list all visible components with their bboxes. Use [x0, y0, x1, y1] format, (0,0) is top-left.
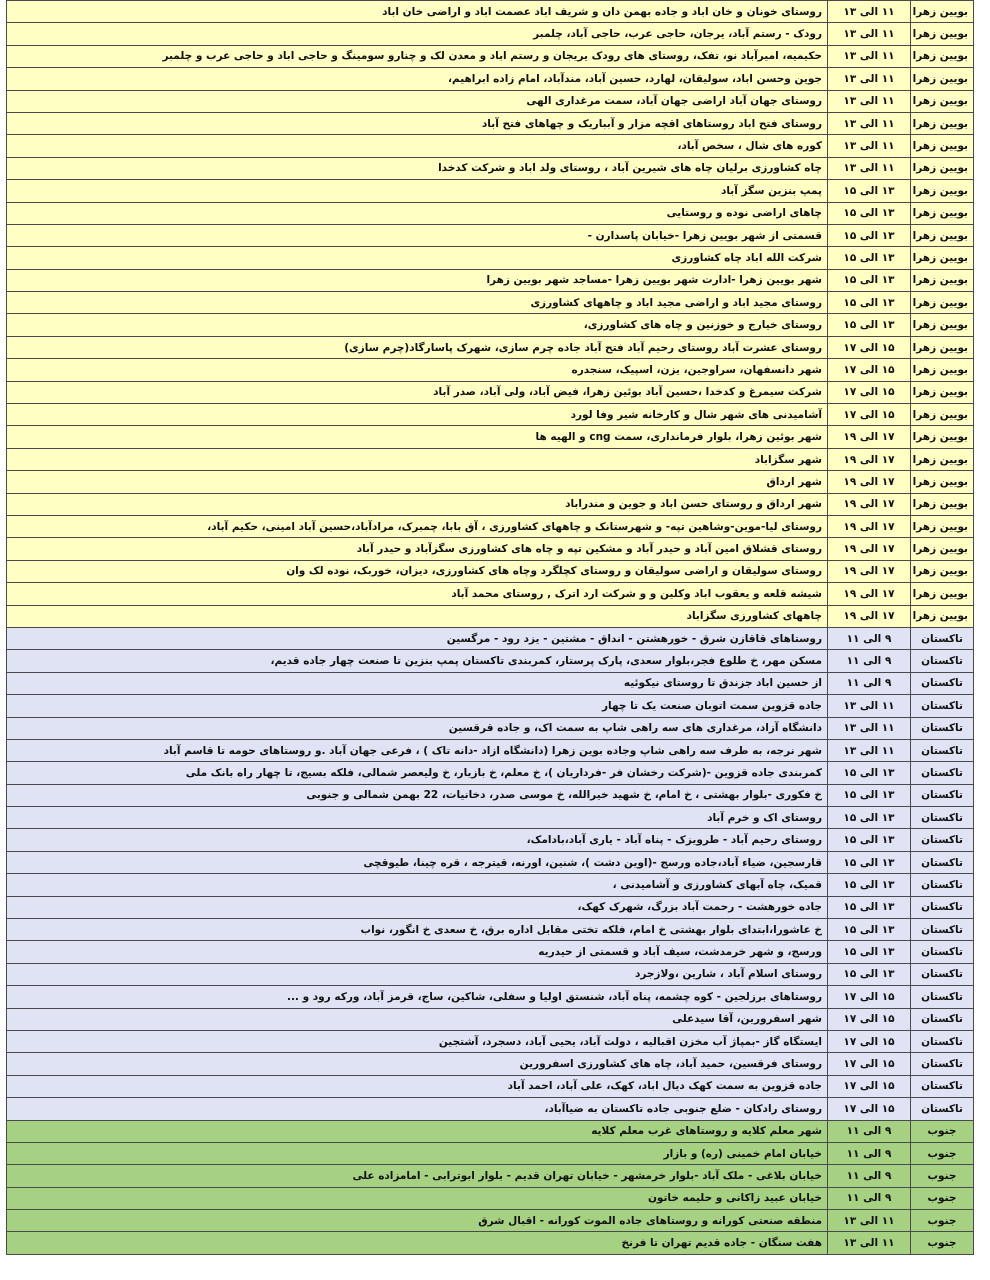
time-range-cell: ۱۱ الی ۱۳ [828, 135, 911, 157]
region-cell: تاکستان [911, 1075, 974, 1097]
region-cell: تاکستان [911, 1030, 974, 1052]
time-range-cell: ۹ الی ۱۱ [828, 1165, 911, 1187]
table-row [7, 404, 974, 426]
table-row [7, 605, 974, 627]
area-cell: ایستگاه گاز -بمپاژ آب مخزن اقبالیه ، دولت آباد، یحیی آباد، دسجرد، آشتجین [7, 1030, 828, 1052]
time-range-cell: ۱۱ الی ۱۳ [828, 717, 911, 739]
region-cell: جنوب [911, 1142, 974, 1164]
table-row [7, 112, 974, 134]
table-row [7, 426, 974, 448]
area-cell: روستای رادکان - ضلع جنوبی جاده تاکستان به ضیاآباد، [7, 1098, 828, 1120]
area-cell: کوره های شال ، سخص آباد، [7, 135, 828, 157]
table-row [7, 68, 974, 90]
area-cell: خ عاشورا،ابتدای بلوار بهشتی خ امام، فلکه تختی مقابل اداره برق، خ سعدی خ انگور، نواب [7, 919, 828, 941]
time-range-cell: ۱۵ الی ۱۷ [828, 1053, 911, 1075]
area-cell: قمیک، چاه آبهای کشاورزی و آشامیدنی ، [7, 874, 828, 896]
region-cell: جنوب [911, 1210, 974, 1232]
area-cell: کمربندی جاده قزوین -(شرکت رخشان فر -فرداریان )، خ معلم، خ بازیار، خ ولیعصر شمالی، فلکه بسیج، تا چهار راه بانک ملی [7, 762, 828, 784]
time-range-cell: ۱۳ الی ۱۵ [828, 202, 911, 224]
area-cell: جوین وحسن اباد، سولیقان، لهارد، حسین آباد، مندآباد، امام زاده ابراهیم، [7, 68, 828, 90]
area-cell: دانشگاه آزاد، مرغداری های سه راهی شاپ به سمت اک، و جاده قرقسین [7, 717, 828, 739]
time-range-cell: ۱۱ الی ۱۳ [828, 1210, 911, 1232]
table-row [7, 672, 974, 694]
region-cell: بویین زهرا [911, 157, 974, 179]
table-row [7, 202, 974, 224]
time-range-cell: ۱۵ الی ۱۷ [828, 1008, 911, 1030]
region-cell: بویین زهرا [911, 292, 974, 314]
area-cell: روستای عشرت آباد روستای رحیم آباد فتح آباد جاده چرم سازی، شهرک پاسارگاد(چرم سازی) [7, 336, 828, 358]
time-range-cell: ۱۳ الی ۱۵ [828, 762, 911, 784]
time-range-cell: ۹ الی ۱۱ [828, 1142, 911, 1164]
area-cell: شهر ارداق و روستای حسن اباد و جوین و مندراباد [7, 493, 828, 515]
table-row [7, 1053, 974, 1075]
area-cell: رودک - رستم آباد، یرجان، حاجی عرب، حاجی آباد، چلمبر [7, 23, 828, 45]
time-range-cell: ۱۷ الی ۱۹ [828, 426, 911, 448]
table-row [7, 650, 974, 672]
table-row [7, 1, 974, 23]
region-cell: تاکستان [911, 627, 974, 649]
area-cell: آشامیدنی های شهر شال و کارخانه شیر وفا لورد [7, 404, 828, 426]
time-range-cell: ۱۵ الی ۱۷ [828, 1075, 911, 1097]
region-cell: بویین زهرا [911, 23, 974, 45]
time-range-cell: ۱۳ الی ۱۵ [828, 224, 911, 246]
table-row [7, 381, 974, 403]
time-range-cell: ۱۱ الی ۱۳ [828, 1, 911, 23]
table-row [7, 1187, 974, 1209]
table-row [7, 829, 974, 851]
table-row [7, 986, 974, 1008]
region-cell: تاکستان [911, 717, 974, 739]
region-cell: بویین زهرا [911, 583, 974, 605]
time-range-cell: ۱۱ الی ۱۳ [828, 695, 911, 717]
time-range-cell: ۱۷ الی ۱۹ [828, 560, 911, 582]
time-range-cell: ۱۵ الی ۱۷ [828, 336, 911, 358]
time-range-cell: ۱۳ الی ۱۵ [828, 784, 911, 806]
table-row [7, 448, 974, 470]
area-cell: جاده قزوین به سمت کهک دیال اباد، کهک، علی آباد، احمد آباد [7, 1075, 828, 1097]
table-row [7, 1098, 974, 1120]
table-row [7, 1142, 974, 1164]
region-cell: تاکستان [911, 896, 974, 918]
area-cell: روستای اک و خرم آباد [7, 807, 828, 829]
area-cell: چاه کشاورزی برلیان چاه های شیرین آباد ، روستای ولد اباد و شرکت کدخدا [7, 157, 828, 179]
table-row [7, 247, 974, 269]
time-range-cell: ۱۷ الی ۱۹ [828, 583, 911, 605]
region-cell: بویین زهرا [911, 381, 974, 403]
region-cell: جنوب [911, 1165, 974, 1187]
area-cell: خیابان بلاغی - ملک آباد -بلوار خرمشهر - خیابان تهران قدیم - بلوار ابوترابی - امامزاده علی [7, 1165, 828, 1187]
table-row [7, 1232, 974, 1254]
table-row [7, 292, 974, 314]
region-cell: بویین زهرا [911, 560, 974, 582]
region-cell: بویین زهرا [911, 247, 974, 269]
area-cell: شهر بویین زهرا -ادارت شهر بویین زهرا -مساجد شهر بویین زهرا [7, 269, 828, 291]
table-row [7, 807, 974, 829]
time-range-cell: ۱۳ الی ۱۵ [828, 807, 911, 829]
time-range-cell: ۱۵ الی ۱۷ [828, 1098, 911, 1120]
area-cell: روستای اسلام آباد ، شارین ،ولازجرد [7, 963, 828, 985]
time-range-cell: ۱۷ الی ۱۹ [828, 605, 911, 627]
table-row [7, 896, 974, 918]
time-range-cell: ۱۳ الی ۱۵ [828, 963, 911, 985]
time-range-cell: ۱۷ الی ۱۹ [828, 538, 911, 560]
time-range-cell: ۹ الی ۱۱ [828, 650, 911, 672]
time-range-cell: ۱۳ الی ۱۵ [828, 874, 911, 896]
region-cell: بویین زهرا [911, 180, 974, 202]
time-range-cell: ۱۷ الی ۱۹ [828, 515, 911, 537]
area-cell: خ فکوری -بلوار بهشتی ، خ امام، خ شهید خیرالله، خ موسی صدر، دخانیات، 22 بهمن شمالی و جنوبی [7, 784, 828, 806]
table-row [7, 1210, 974, 1232]
region-cell: بویین زهرا [911, 112, 974, 134]
area-cell: شهر اسفرورین، آقا سیدعلی [7, 1008, 828, 1030]
time-range-cell: ۱۱ الی ۱۳ [828, 157, 911, 179]
region-cell: تاکستان [911, 695, 974, 717]
table-row [7, 560, 974, 582]
table-row [7, 784, 974, 806]
area-cell: روستای رحیم آباد - طرویزک - پناه آباد - یاری آباد،بادامک، [7, 829, 828, 851]
area-cell: روستای جهان آباد اراضی جهان آباد، سمت مرغداری الهی [7, 90, 828, 112]
table-row [7, 1165, 974, 1187]
table-row [7, 471, 974, 493]
table-row [7, 1008, 974, 1030]
region-cell: بویین زهرا [911, 269, 974, 291]
area-cell: شرکت الله اباد چاه کشاورزی [7, 247, 828, 269]
time-range-cell: ۱۳ الی ۱۵ [828, 314, 911, 336]
region-cell: بویین زهرا [911, 605, 974, 627]
region-cell: جنوب [911, 1232, 974, 1254]
time-range-cell: ۱۵ الی ۱۷ [828, 381, 911, 403]
area-cell: منطقه صنعتی کورانه و روستاهای جاده الموت کورانه - اقبال شرق [7, 1210, 828, 1232]
area-cell: روستای قشلاق امین آباد و حیدر آباد و مشکین تپه و چاه های کشاورزی سگزآباد و حیدر آباد [7, 538, 828, 560]
table-row [7, 180, 974, 202]
time-range-cell: ۱۱ الی ۱۳ [828, 90, 911, 112]
area-cell: هفت سنگان - جاده قدیم تهران تا فرنخ [7, 1232, 828, 1254]
table-row [7, 627, 974, 649]
area-cell: روستای سولیقان و اراضی سولیقان و روستای کچلگرد وچاه های کشاورزی، دیزان، خوربک، نوده لک وان [7, 560, 828, 582]
table-row [7, 135, 974, 157]
region-cell: بویین زهرا [911, 90, 974, 112]
region-cell: بویین زهرا [911, 448, 974, 470]
time-range-cell: ۱۳ الی ۱۵ [828, 292, 911, 314]
time-range-cell: ۱۵ الی ۱۷ [828, 359, 911, 381]
table-row [7, 493, 974, 515]
area-cell: پمپ بنزین سگز آباد [7, 180, 828, 202]
table-row [7, 157, 974, 179]
region-cell: تاکستان [911, 1008, 974, 1030]
region-cell: بویین زهرا [911, 1, 974, 23]
region-cell: تاکستان [911, 963, 974, 985]
time-range-cell: ۱۳ الی ۱۵ [828, 896, 911, 918]
table-row [7, 762, 974, 784]
time-range-cell: ۹ الی ۱۱ [828, 1120, 911, 1142]
area-cell: شرکت سیمرغ و کدخدا ،حسین آباد بوئین زهرا، فیض آباد، ولی آباد، صدر آباد [7, 381, 828, 403]
time-range-cell: ۱۱ الی ۱۳ [828, 112, 911, 134]
area-cell: شهر نرجه، به طرف سه راهی شاپ وجاده بوین زهرا (دانشگاه ازاد -دانه تاک ) ، فرعی جهان آباد .و روستاهای حومه تا قاسم آباد [7, 739, 828, 761]
table-row [7, 739, 974, 761]
area-cell: شیشه قلعه و یعقوب اباد وکلین و و شرکت ارد اترک , روستای محمد آباد [7, 583, 828, 605]
table-row [7, 23, 974, 45]
time-range-cell: ۱۷ الی ۱۹ [828, 493, 911, 515]
table-row [7, 1030, 974, 1052]
time-range-cell: ۱۳ الی ۱۵ [828, 919, 911, 941]
region-cell: تاکستان [911, 784, 974, 806]
region-cell: تاکستان [911, 650, 974, 672]
table-row [7, 515, 974, 537]
time-range-cell: ۱۱ الی ۱۳ [828, 45, 911, 67]
table-row [7, 1075, 974, 1097]
area-cell: مسکن مهر، خ طلوع فجر،بلوار سعدی، پارک پرستار، کمربندی تاکستان پمپ بنزین تا صنعت چهار جاده قدیم، [7, 650, 828, 672]
area-cell: شهر ارداق [7, 471, 828, 493]
table-row [7, 224, 974, 246]
area-cell: از حسین اباد جزندق تا روستای نیکوئیه [7, 672, 828, 694]
table-row [7, 538, 974, 560]
area-cell: حکیمیه، امیرآباد نو، تفک، روستای های رودک یریجان و رستم اباد و معدن لک و چنارو سومینگ و حاجی اباد و حاجی عرب و چلمبر [7, 45, 828, 67]
time-range-cell: ۱۵ الی ۱۷ [828, 404, 911, 426]
region-cell: بویین زهرا [911, 68, 974, 90]
time-range-cell: ۱۳ الی ۱۵ [828, 851, 911, 873]
area-cell: خیابان عبید زاکانی و حلیمه خاتون [7, 1187, 828, 1209]
time-range-cell: ۱۵ الی ۱۷ [828, 986, 911, 1008]
region-cell: تاکستان [911, 762, 974, 784]
region-cell: تاکستان [911, 851, 974, 873]
area-cell: چاهای اراضی نوده و روستایی [7, 202, 828, 224]
table-row [7, 717, 974, 739]
area-cell: قارسجین، ضیاء آباد،جاده ورسج -(اوین دشت )، شنین، اورنه، قیترجه ، قره چینا، طیوقچی [7, 851, 828, 873]
area-cell: شهر سگزاباد [7, 448, 828, 470]
region-cell: تاکستان [911, 739, 974, 761]
area-cell: قسمتی از شهر بویین زهرا -خیابان پاسدارن - [7, 224, 828, 246]
table-row [7, 695, 974, 717]
region-cell: جنوب [911, 1120, 974, 1142]
table-row [7, 269, 974, 291]
region-cell: بویین زهرا [911, 45, 974, 67]
region-cell: تاکستان [911, 874, 974, 896]
time-range-cell: ۱۳ الی ۱۵ [828, 247, 911, 269]
table-row [7, 583, 974, 605]
table-row [7, 963, 974, 985]
time-range-cell: ۱۱ الی ۱۳ [828, 1232, 911, 1254]
area-cell: روستای خونان و خان اباد و جاده بهمن دان و شریف اباد عصمت اباد و اراضی خان اباد [7, 1, 828, 23]
time-range-cell: ۱۳ الی ۱۵ [828, 829, 911, 851]
area-cell: شهر معلم کلایه و روستاهای غرب معلم کلایه [7, 1120, 828, 1142]
region-cell: بویین زهرا [911, 336, 974, 358]
area-cell: روستای فتح اباد روستاهای اقچه مزار و آبباریک و چهاهای فتح آباد [7, 112, 828, 134]
region-cell: بویین زهرا [911, 359, 974, 381]
table-row [7, 90, 974, 112]
time-range-cell: ۱۱ الی ۱۳ [828, 68, 911, 90]
time-range-cell: ۱۵ الی ۱۷ [828, 1030, 911, 1052]
area-cell: چاههای کشاورزی سگزاباد [7, 605, 828, 627]
area-cell: خیابان امام خمینی (ره) و بازار [7, 1142, 828, 1164]
table-row [7, 874, 974, 896]
area-cell: روستای خیارج و خوزنین و چاه های کشاورزی، [7, 314, 828, 336]
schedule-table-body [7, 1, 974, 1255]
time-range-cell: ۱۱ الی ۱۳ [828, 739, 911, 761]
table-row [7, 45, 974, 67]
region-cell: تاکستان [911, 986, 974, 1008]
region-cell: تاکستان [911, 829, 974, 851]
region-cell: تاکستان [911, 1098, 974, 1120]
table-row [7, 359, 974, 381]
region-cell: تاکستان [911, 807, 974, 829]
time-range-cell: ۱۷ الی ۱۹ [828, 448, 911, 470]
region-cell: تاکستان [911, 1053, 974, 1075]
table-row [7, 919, 974, 941]
region-cell: بویین زهرا [911, 493, 974, 515]
time-range-cell: ۹ الی ۱۱ [828, 1187, 911, 1209]
area-cell: ورسج، و شهر خرمدشت، سیف آباد و قسمتی از حیدریه [7, 941, 828, 963]
time-range-cell: ۱۱ الی ۱۳ [828, 23, 911, 45]
region-cell: تاکستان [911, 672, 974, 694]
area-cell: شهر دانسفهان، سراوجین، یزن، اسپیک، سنجدره [7, 359, 828, 381]
time-range-cell: ۱۳ الی ۱۵ [828, 269, 911, 291]
region-cell: بویین زهرا [911, 515, 974, 537]
table-row [7, 314, 974, 336]
area-cell: روستای مجید اباد و اراضی مجید اباد و چاههای کشاورزی [7, 292, 828, 314]
time-range-cell: ۹ الی ۱۱ [828, 672, 911, 694]
area-cell: جاده قزوین سمت اتوبان صنعت یک تا چهار [7, 695, 828, 717]
region-cell: بویین زهرا [911, 471, 974, 493]
region-cell: بویین زهرا [911, 426, 974, 448]
area-cell: روستای فرقسین، حمید آباد، چاه های کشاورزی اسفرورین [7, 1053, 828, 1075]
region-cell: تاکستان [911, 919, 974, 941]
region-cell: بویین زهرا [911, 314, 974, 336]
region-cell: تاکستان [911, 941, 974, 963]
area-cell: روستاهای برزلجین - کوه چشمه، پناه آباد، شنستق اولیا و سفلی، شاکین، ساج، قرمز آباد، ورکه رود و ... [7, 986, 828, 1008]
region-cell: جنوب [911, 1187, 974, 1209]
area-cell: شهر بوئین زهرا، بلوار فرمانداری، سمت cng و الهیه ها [7, 426, 828, 448]
area-cell: جاده خورهشت - رحمت آباد بزرگ، شهرک کهک، [7, 896, 828, 918]
outage-schedule-table [6, 0, 974, 1255]
table-row [7, 851, 974, 873]
region-cell: بویین زهرا [911, 224, 974, 246]
region-cell: بویین زهرا [911, 404, 974, 426]
time-range-cell: ۹ الی ۱۱ [828, 627, 911, 649]
region-cell: بویین زهرا [911, 135, 974, 157]
table-row [7, 336, 974, 358]
time-range-cell: ۱۷ الی ۱۹ [828, 471, 911, 493]
table-row [7, 941, 974, 963]
table-row [7, 1120, 974, 1142]
region-cell: بویین زهرا [911, 538, 974, 560]
region-cell: بویین زهرا [911, 202, 974, 224]
time-range-cell: ۱۳ الی ۱۵ [828, 941, 911, 963]
time-range-cell: ۱۳ الی ۱۵ [828, 180, 911, 202]
area-cell: روستاهای قاقازن شرق - خورهشتن - انداق - مشتین - یزد رود - مرگسین [7, 627, 828, 649]
area-cell: روستای لیا-موین-وشاهین تپه- و شهرستانک و چاههای کشاورزی ، آق بابا، چمبرک، مرادآباد،حسین آباد امینی، حکیم آباد، [7, 515, 828, 537]
